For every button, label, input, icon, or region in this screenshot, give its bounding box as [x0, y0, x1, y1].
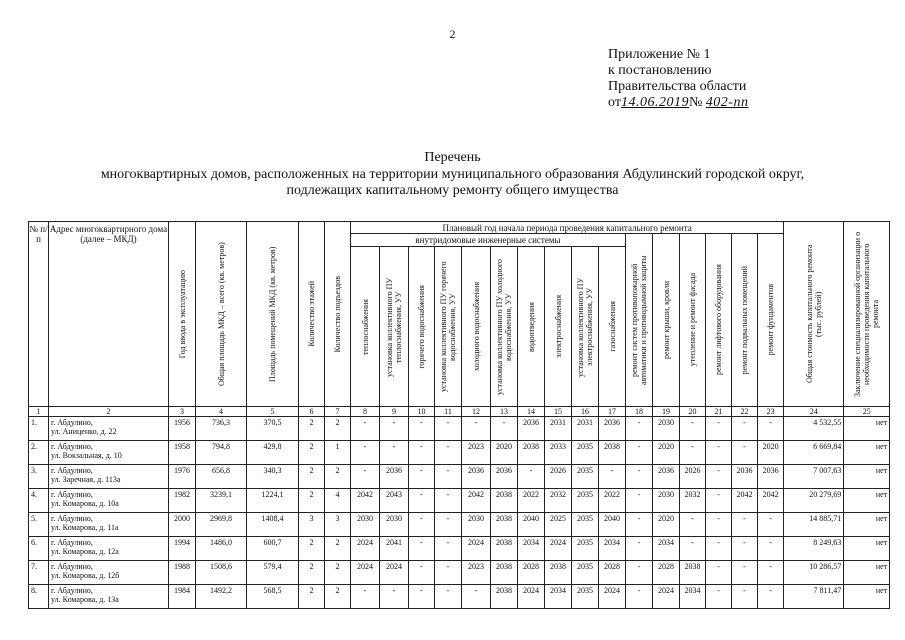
- cell-heating-meter-year: -: [380, 417, 409, 441]
- cell-row-number: 2.: [29, 441, 49, 465]
- cell-address: [49, 465, 169, 489]
- cell-total-cost: 14 885,71: [784, 513, 844, 537]
- cell-cold-water-meter-year: 2038: [491, 537, 518, 561]
- cell-total-cost: 6 669,84: [784, 441, 844, 465]
- cell-address: [49, 537, 169, 561]
- cell-hot-water-meter-year: -: [435, 489, 462, 513]
- cell-cold-water-meter-year: 2038: [491, 561, 518, 585]
- cell-foundation-year: -: [758, 417, 784, 441]
- header-entrances: Количество подъездов: [325, 222, 351, 407]
- cell-sewerage-year: 2040: [518, 513, 545, 537]
- cell-total-area: 1486,0: [196, 537, 247, 561]
- column-number: 2: [49, 407, 169, 417]
- cell-hot-water-year: -: [409, 441, 435, 465]
- cell-facade-year: 2026: [680, 465, 706, 489]
- cell-fire-systems-year: -: [626, 417, 653, 441]
- address-line-2: ул. Комарова, д. 13а: [51, 595, 119, 604]
- header-plan-group: Плановый год начала периода проведения капитального ремонта: [351, 222, 784, 234]
- table-row: [29, 561, 890, 585]
- cell-foundation-year: -: [758, 585, 784, 609]
- cell-roof-year: 2020: [653, 441, 680, 465]
- cell-hot-water-meter-year: -: [435, 441, 462, 465]
- cell-fire-systems-year: -: [626, 465, 653, 489]
- cell-elevator-year: -: [706, 537, 732, 561]
- cell-hot-water-meter-year: -: [435, 417, 462, 441]
- cell-electricity-meter-year: 2035: [572, 585, 599, 609]
- cell-basement-year: 2042: [732, 489, 758, 513]
- cell-conclusion: нет: [844, 561, 890, 585]
- cell-total-cost: 20 279,69: [784, 489, 844, 513]
- cell-cold-water-year: -: [462, 585, 491, 609]
- document-title: [0, 150, 905, 200]
- cell-electricity-year: 2034: [545, 585, 572, 609]
- cell-hot-water-meter-year: -: [435, 585, 462, 609]
- cell-heating-meter-year: 2043: [380, 489, 409, 513]
- cell-gas-year: 2028: [599, 561, 626, 585]
- cell-hot-water-year: -: [409, 561, 435, 585]
- cell-premises-area: 429,8: [247, 441, 299, 465]
- column-number: 15: [545, 407, 572, 417]
- column-number: 6: [299, 407, 325, 417]
- cell-row-number: 4.: [29, 489, 49, 513]
- cell-sewerage-year: -: [518, 465, 545, 489]
- header-heating-meter: установка коллективного ПУ теплоснабжения, УУ: [380, 247, 409, 407]
- cell-electricity-meter-year: 2035: [572, 537, 599, 561]
- header-foundation: ремонт фундаментов: [758, 234, 784, 407]
- title-line-2: многоквартирных домов, расположенных на территории муниципального образования Абдулинский городской округ,: [100, 166, 805, 182]
- cell-conclusion: нет: [844, 513, 890, 537]
- cell-fire-systems-year: -: [626, 537, 653, 561]
- cell-address: [49, 513, 169, 537]
- cell-basement-year: -: [732, 513, 758, 537]
- cell-address: [49, 561, 169, 585]
- cell-conclusion: нет: [844, 441, 890, 465]
- cell-elevator-year: -: [706, 465, 732, 489]
- cell-heating-year: 2042: [351, 489, 380, 513]
- handwritten-date: 14.06.2019: [620, 95, 689, 110]
- cell-elevator-year: -: [706, 513, 732, 537]
- cell-heating-meter-year: 2024: [380, 561, 409, 585]
- header-total-cost: Общая стоимость капитального ремонта (тыс. рублей): [784, 222, 844, 407]
- cell-conclusion: нет: [844, 489, 890, 513]
- header-cold-water-meter: установка коллективного ПУ холодного водоснабжения, УУ: [491, 247, 518, 407]
- cell-hot-water-year: -: [409, 465, 435, 489]
- address-line-1: г. Абдулино,: [51, 538, 93, 547]
- header-fire-systems: ремонт систем противопожарной автоматики и противодымной защиты: [626, 234, 653, 407]
- cell-cold-water-year: -: [462, 417, 491, 441]
- title-line-3: подлежащих капитальному ремонту общего имущества: [286, 183, 619, 198]
- cell-sewerage-year: 2038: [518, 441, 545, 465]
- cell-heating-year: -: [351, 417, 380, 441]
- handwritten-number: 402-пп: [705, 95, 749, 110]
- appendix-line-2: к постановлению: [608, 63, 712, 78]
- cell-entrances: 1: [325, 441, 351, 465]
- header-premises-area: Площадь помещений МКД (кв. метров): [247, 222, 299, 407]
- cell-premises-area: 579,4: [247, 561, 299, 585]
- cell-facade-year: -: [680, 537, 706, 561]
- address-line-1: г. Абдулино,: [51, 466, 93, 475]
- cell-gas-year: 2038: [599, 441, 626, 465]
- cell-entrances: 2: [325, 465, 351, 489]
- column-number: 25: [844, 407, 890, 417]
- address-line-1: г. Абдулино,: [51, 586, 93, 595]
- cell-total-cost: 7 811,47: [784, 585, 844, 609]
- cell-cold-water-year: 2036: [462, 465, 491, 489]
- cell-electricity-meter-year: 2035: [572, 513, 599, 537]
- table-body: [29, 417, 890, 609]
- cell-hot-water-meter-year: -: [435, 513, 462, 537]
- cell-hot-water-year: -: [409, 489, 435, 513]
- cell-heating-year: 2024: [351, 561, 380, 585]
- header-engineering-group: внутридомовые инженерные системы: [351, 234, 626, 247]
- cell-foundation-year: -: [758, 537, 784, 561]
- cell-row-number: 6.: [29, 537, 49, 561]
- cell-row-number: 1.: [29, 417, 49, 441]
- cell-cold-water-year: 2030: [462, 513, 491, 537]
- cell-basement-year: -: [732, 561, 758, 585]
- cell-sewerage-year: 2022: [518, 489, 545, 513]
- cell-row-number: 5.: [29, 513, 49, 537]
- cell-hot-water-year: -: [409, 585, 435, 609]
- cell-heating-meter-year: 2036: [380, 465, 409, 489]
- cell-entrances: 2: [325, 561, 351, 585]
- column-number: 17: [599, 407, 626, 417]
- column-number-row: [29, 407, 890, 417]
- column-number: 23: [758, 407, 784, 417]
- cell-heating-meter-year: -: [380, 585, 409, 609]
- cell-conclusion: нет: [844, 465, 890, 489]
- address-line-2: ул. Комарова, д. 12а: [51, 547, 119, 556]
- cell-sewerage-year: 2028: [518, 561, 545, 585]
- table-header: [29, 222, 890, 417]
- cell-elevator-year: -: [706, 441, 732, 465]
- cell-conclusion: нет: [844, 537, 890, 561]
- column-number: 21: [706, 407, 732, 417]
- cell-basement-year: -: [732, 417, 758, 441]
- address-line-2: ул. Вокзальная, д. 10: [51, 451, 122, 460]
- cell-roof-year: 2030: [653, 489, 680, 513]
- cell-total-area: 794,8: [196, 441, 247, 465]
- cell-gas-year: 2024: [599, 585, 626, 609]
- cell-foundation-year: 2036: [758, 465, 784, 489]
- table-row: [29, 585, 890, 609]
- cell-gas-year: 2022: [599, 489, 626, 513]
- table-row: [29, 417, 890, 441]
- cell-floors: 2: [299, 441, 325, 465]
- cell-total-cost: 10 286,57: [784, 561, 844, 585]
- table-row: [29, 537, 890, 561]
- cell-cold-water-year: 2024: [462, 537, 491, 561]
- cell-roof-year: 2024: [653, 585, 680, 609]
- header-electricity-meter: установка коллективного ПУ электроснабжения, УУ: [572, 247, 599, 407]
- cell-floors: 2: [299, 489, 325, 513]
- cell-premises-area: 568,5: [247, 585, 299, 609]
- column-number: 18: [626, 407, 653, 417]
- cell-year: 1982: [169, 489, 196, 513]
- header-roof: ремонт крыши, кровли: [653, 234, 680, 407]
- cell-gas-year: -: [599, 465, 626, 489]
- cell-total-area: 1508,6: [196, 561, 247, 585]
- cell-cold-water-meter-year: 2020: [491, 441, 518, 465]
- cell-premises-area: 600,7: [247, 537, 299, 561]
- number-prefix: №: [688, 95, 703, 110]
- cell-year: 1984: [169, 585, 196, 609]
- column-number: 20: [680, 407, 706, 417]
- appendix-line-3: Правительства области: [608, 79, 747, 94]
- cell-electricity-meter-year: 2035: [572, 465, 599, 489]
- appendix-line-1: Приложение № 1: [608, 47, 711, 62]
- cell-hot-water-meter-year: -: [435, 465, 462, 489]
- cell-entrances: 2: [325, 417, 351, 441]
- address-line-2: ул. Комарова, д. 11а: [51, 523, 119, 532]
- cell-entrances: 4: [325, 489, 351, 513]
- address-line-2: ул. Заречная, д. 113а: [51, 475, 121, 484]
- cell-facade-year: 2032: [680, 489, 706, 513]
- appendix-date-line: [608, 95, 748, 111]
- cell-floors: 2: [299, 465, 325, 489]
- cell-row-number: 7.: [29, 561, 49, 585]
- cell-total-cost: 4 532,55: [784, 417, 844, 441]
- address-line-1: г. Абдулино,: [51, 442, 93, 451]
- cell-floors: 3: [299, 513, 325, 537]
- header-floors: Количество этажей: [299, 222, 325, 407]
- column-number: 19: [653, 407, 680, 417]
- cell-gas-year: 2034: [599, 537, 626, 561]
- header-hot-water-meter: установка коллективного ПУ горячего водоснабжения, УУ: [435, 247, 462, 407]
- cell-address: [49, 441, 169, 465]
- cell-floors: 2: [299, 561, 325, 585]
- address-line-1: г. Абдулино,: [51, 562, 93, 571]
- cell-total-area: 736,3: [196, 417, 247, 441]
- cell-basement-year: -: [732, 585, 758, 609]
- address-line-1: г. Абдулино,: [51, 418, 93, 427]
- cell-electricity-meter-year: 2035: [572, 441, 599, 465]
- cell-heating-year: -: [351, 585, 380, 609]
- cell-electricity-year: 2025: [545, 513, 572, 537]
- cell-hot-water-year: -: [409, 513, 435, 537]
- table-row: [29, 441, 890, 465]
- cell-hot-water-year: -: [409, 417, 435, 441]
- cell-electricity-year: 2038: [545, 561, 572, 585]
- cell-cold-water-meter-year: 2038: [491, 585, 518, 609]
- column-number: 1: [29, 407, 49, 417]
- cell-heating-year: -: [351, 465, 380, 489]
- cell-total-cost: 8 249,63: [784, 537, 844, 561]
- cell-address: [49, 585, 169, 609]
- cell-cold-water-year: 2042: [462, 489, 491, 513]
- address-line-2: ул. Аниценко, д. 22: [51, 427, 117, 436]
- column-number: 10: [409, 407, 435, 417]
- column-number: 4: [196, 407, 247, 417]
- cell-electricity-year: 2024: [545, 537, 572, 561]
- cell-entrances: 3: [325, 513, 351, 537]
- cell-floors: 2: [299, 537, 325, 561]
- cell-elevator-year: -: [706, 417, 732, 441]
- cell-total-area: 1492,2: [196, 585, 247, 609]
- cell-premises-area: 1224,1: [247, 489, 299, 513]
- header-heating: теплоснабжения: [351, 247, 380, 407]
- column-number: 12: [462, 407, 491, 417]
- cell-year: 1988: [169, 561, 196, 585]
- header-basement: ремонт подвальных помещений: [732, 234, 758, 407]
- header-cold-water: холодного водоснабжения: [462, 247, 491, 407]
- column-number: 24: [784, 407, 844, 417]
- cell-cold-water-year: 2023: [462, 441, 491, 465]
- header-num: № п/п: [29, 222, 49, 407]
- cell-cold-water-meter-year: 2038: [491, 489, 518, 513]
- address-line-1: г. Абдулино,: [51, 514, 93, 523]
- column-number: 13: [491, 407, 518, 417]
- cell-roof-year: 2030: [653, 417, 680, 441]
- cell-hot-water-meter-year: -: [435, 561, 462, 585]
- housing-repair-table: [28, 221, 890, 609]
- cell-total-area: 2969,8: [196, 513, 247, 537]
- header-electricity: электроснабжения: [545, 247, 572, 407]
- cell-heating-meter-year: -: [380, 441, 409, 465]
- column-number: 9: [380, 407, 409, 417]
- column-number: 5: [247, 407, 299, 417]
- header-sewerage: водоотведения: [518, 247, 545, 407]
- header-address: Адрес многоквартирного дома (далее – МКД): [49, 222, 169, 407]
- cell-row-number: 3.: [29, 465, 49, 489]
- cell-facade-year: -: [680, 417, 706, 441]
- cell-foundation-year: 2042: [758, 489, 784, 513]
- column-number: 11: [435, 407, 462, 417]
- cell-facade-year: 2038: [680, 561, 706, 585]
- cell-fire-systems-year: -: [626, 561, 653, 585]
- column-number: 8: [351, 407, 380, 417]
- cell-year: 1976: [169, 465, 196, 489]
- header-conclusion: Заключение специализированной организации о необходимости проведения капитального ремонта: [844, 222, 890, 407]
- cell-roof-year: 2020: [653, 513, 680, 537]
- cell-facade-year: 2034: [680, 585, 706, 609]
- cell-sewerage-year: 2036: [518, 417, 545, 441]
- cell-sewerage-year: 2034: [518, 537, 545, 561]
- column-number: 14: [518, 407, 545, 417]
- page-number: 2: [449, 27, 456, 41]
- cell-year: 1958: [169, 441, 196, 465]
- cell-basement-year: 2036: [732, 465, 758, 489]
- cell-elevator-year: -: [706, 489, 732, 513]
- header-hot-water: горячего водоснабжения: [409, 247, 435, 407]
- table-row: [29, 489, 890, 513]
- header-facade: утепление и ремонт фасада: [680, 234, 706, 407]
- cell-heating-year: 2030: [351, 513, 380, 537]
- cell-conclusion: нет: [844, 585, 890, 609]
- cell-elevator-year: -: [706, 585, 732, 609]
- address-line-1: г. Абдулино,: [51, 490, 93, 499]
- cell-elevator-year: -: [706, 561, 732, 585]
- cell-total-cost: 7 007,63: [784, 465, 844, 489]
- cell-electricity-year: 2032: [545, 489, 572, 513]
- cell-total-area: 656,8: [196, 465, 247, 489]
- cell-electricity-year: 2031: [545, 417, 572, 441]
- title-line-1: Перечень: [424, 150, 481, 165]
- cell-sewerage-year: 2024: [518, 585, 545, 609]
- cell-roof-year: 2036: [653, 465, 680, 489]
- cell-floors: 2: [299, 585, 325, 609]
- cell-cold-water-meter-year: 2038: [491, 513, 518, 537]
- cell-cold-water-meter-year: -: [491, 417, 518, 441]
- cell-floors: 2: [299, 417, 325, 441]
- table-row: [29, 465, 890, 489]
- cell-electricity-meter-year: 2031: [572, 417, 599, 441]
- cell-hot-water-year: -: [409, 537, 435, 561]
- cell-facade-year: -: [680, 441, 706, 465]
- cell-heating-year: -: [351, 441, 380, 465]
- cell-gas-year: 2036: [599, 417, 626, 441]
- cell-premises-area: 1408,4: [247, 513, 299, 537]
- cell-foundation-year: 2020: [758, 441, 784, 465]
- cell-gas-year: 2040: [599, 513, 626, 537]
- cell-foundation-year: -: [758, 561, 784, 585]
- cell-electricity-meter-year: 2035: [572, 561, 599, 585]
- address-line-2: ул. Комарова, д. 12б: [51, 571, 120, 580]
- cell-year: 1994: [169, 537, 196, 561]
- cell-heating-meter-year: 2030: [380, 513, 409, 537]
- table-row: [29, 513, 890, 537]
- cell-basement-year: -: [732, 441, 758, 465]
- cell-heating-year: 2024: [351, 537, 380, 561]
- cell-year: 2000: [169, 513, 196, 537]
- cell-facade-year: -: [680, 513, 706, 537]
- cell-row-number: 8.: [29, 585, 49, 609]
- cell-roof-year: 2028: [653, 561, 680, 585]
- header-gas: газоснабжения: [599, 247, 626, 407]
- cell-premises-area: 370,5: [247, 417, 299, 441]
- cell-roof-year: 2034: [653, 537, 680, 561]
- cell-electricity-year: 2026: [545, 465, 572, 489]
- appendix-block: [608, 47, 748, 111]
- cell-electricity-meter-year: 2035: [572, 489, 599, 513]
- address-line-2: ул. Комарова, д. 10а: [51, 499, 119, 508]
- cell-heating-meter-year: 2041: [380, 537, 409, 561]
- cell-foundation-year: -: [758, 513, 784, 537]
- cell-cold-water-meter-year: 2036: [491, 465, 518, 489]
- header-total-area: Общая площадь МКД – всего (кв. метров): [196, 222, 247, 407]
- cell-conclusion: нет: [844, 417, 890, 441]
- column-number: 22: [732, 407, 758, 417]
- cell-fire-systems-year: -: [626, 441, 653, 465]
- cell-entrances: 2: [325, 537, 351, 561]
- date-prefix: от: [608, 95, 621, 110]
- column-number: 7: [325, 407, 351, 417]
- cell-hot-water-meter-year: -: [435, 537, 462, 561]
- header-elevator: ремонт лифтового оборудования: [706, 234, 732, 407]
- cell-address: [49, 489, 169, 513]
- cell-fire-systems-year: -: [626, 585, 653, 609]
- column-number: 3: [169, 407, 196, 417]
- cell-address: [49, 417, 169, 441]
- cell-total-area: 3239,1: [196, 489, 247, 513]
- cell-year: 1956: [169, 417, 196, 441]
- cell-fire-systems-year: -: [626, 513, 653, 537]
- header-year: Год ввода в эксплуатацию: [169, 222, 196, 407]
- cell-entrances: 2: [325, 585, 351, 609]
- cell-electricity-year: 2033: [545, 441, 572, 465]
- cell-premises-area: 340,3: [247, 465, 299, 489]
- column-number: 16: [572, 407, 599, 417]
- cell-fire-systems-year: -: [626, 489, 653, 513]
- cell-basement-year: -: [732, 537, 758, 561]
- cell-cold-water-year: 2023: [462, 561, 491, 585]
